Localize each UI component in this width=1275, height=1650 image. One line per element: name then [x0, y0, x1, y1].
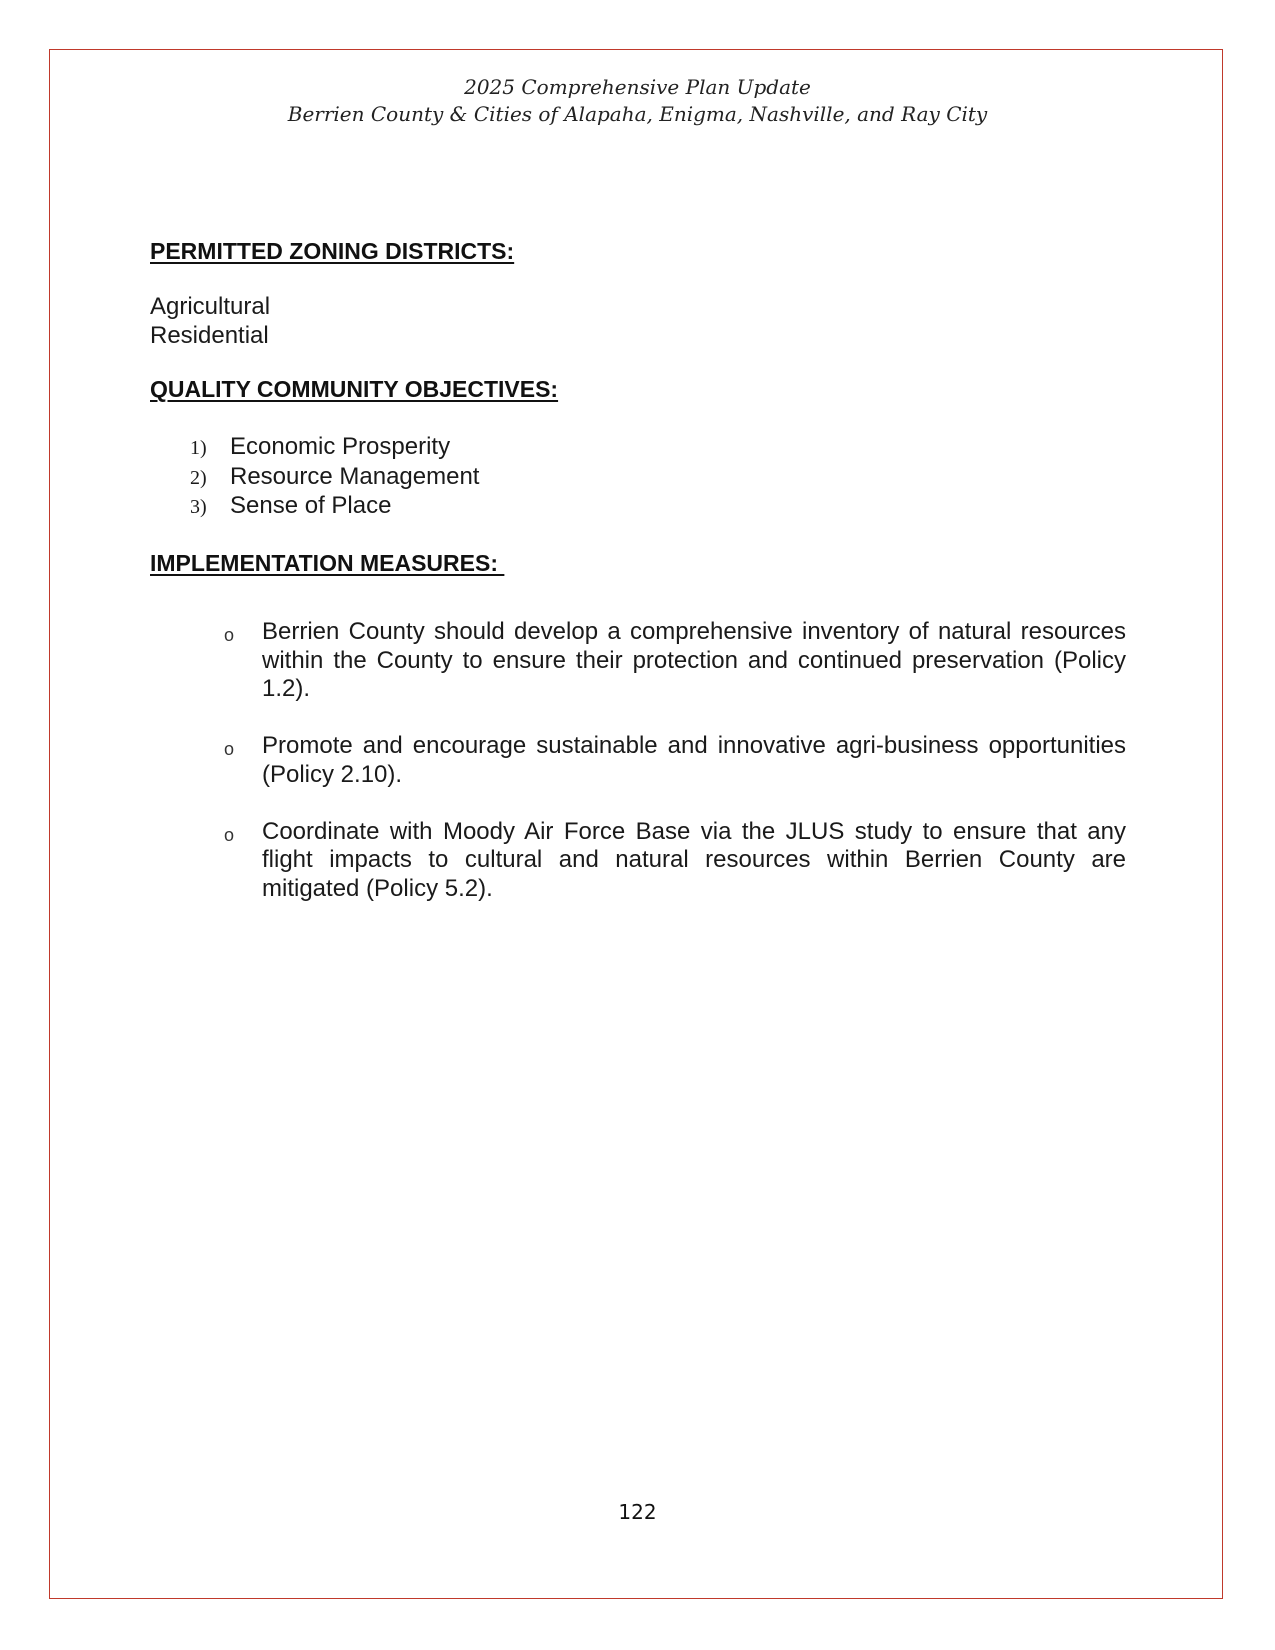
objective-label: Economic Prosperity [230, 433, 451, 460]
objective-item [190, 463, 479, 493]
bullet-icon: o [224, 739, 235, 760]
measure-text: Coordinate with Moody Air Force Base via the JLUS study to ensure that any flight impacts to cultural and natural resources within Berrien County are mitigated (Policy 5.2). [262, 817, 1126, 902]
objectives-heading: QUALITY COMMUNITY OBJECTIVES: [150, 376, 559, 402]
measure-item [224, 818, 1126, 904]
measure-item [224, 732, 1126, 789]
measure-text: Promote and encourage sustainable and innovative agri-business opportunities (Policy 2.10). [262, 732, 1126, 788]
list-marker: 3) [190, 496, 207, 518]
implementation-heading: IMPLEMENTATION MEASURES: [150, 550, 505, 576]
implementation-list [224, 618, 1126, 932]
objectives-list [190, 433, 479, 522]
bullet-icon: o [224, 824, 235, 845]
header-title: 2025 Comprehensive Plan Update [464, 75, 811, 99]
objective-item [190, 492, 479, 522]
zoning-item: Residential [150, 322, 269, 349]
measure-text: Berrien County should develop a comprehensive inventory of natural resources within the County to ensure their protection and continued preservation (Policy 1.2). [262, 618, 1126, 703]
objective-label: Sense of Place [230, 492, 392, 519]
document-header [0, 74, 1275, 128]
header-subtitle: Berrien County & Cities of Alapaha, Enigma, Nashville, and Ray City [287, 102, 988, 126]
objective-item [190, 433, 479, 463]
measure-item [224, 618, 1126, 704]
list-marker: 2) [190, 466, 207, 489]
objective-label: Resource Management [230, 462, 480, 490]
list-marker: 1) [190, 437, 207, 459]
zoning-heading: PERMITTED ZONING DISTRICTS: [150, 238, 515, 264]
page-number: 122 [618, 1500, 657, 1524]
zoning-item: Agricultural [150, 293, 271, 320]
zoning-list [150, 292, 270, 350]
bullet-icon: o [224, 625, 235, 645]
